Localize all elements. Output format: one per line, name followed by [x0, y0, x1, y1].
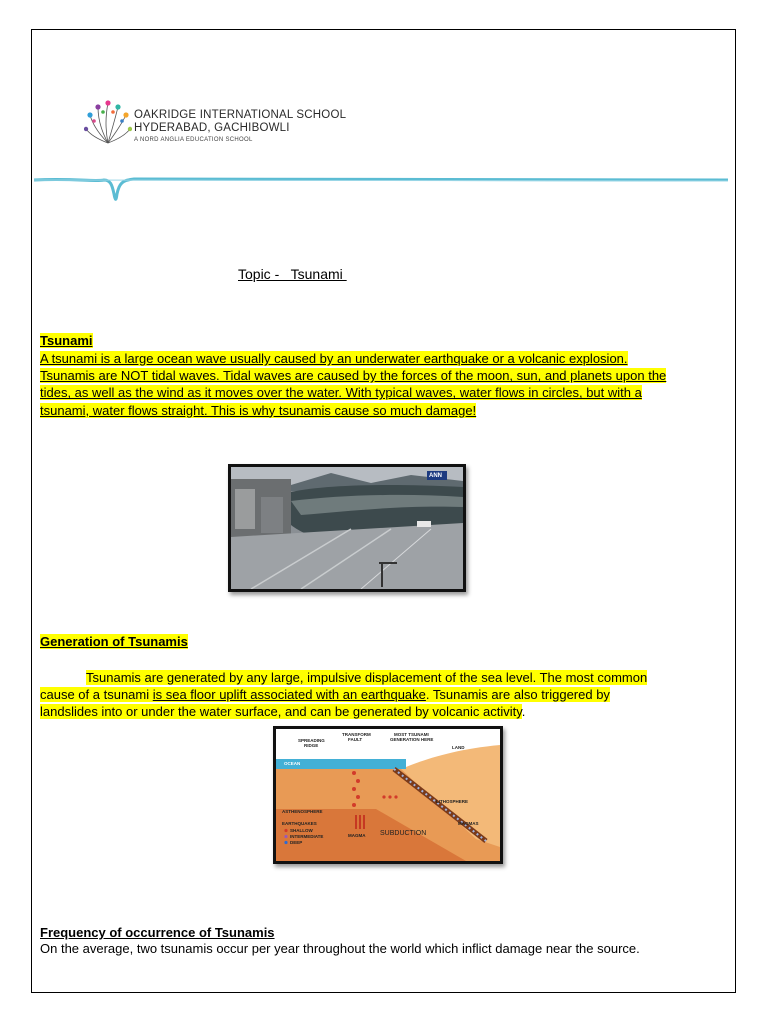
label-earthquakes: EARTHQUAKES — [282, 821, 317, 826]
para-line: Tsunamis are NOT tidal waves. Tidal waves are caused by the forces of the moon, sun, and planets upon the — [40, 368, 667, 384]
logo-mark-icon — [84, 99, 132, 151]
school-logo — [84, 99, 347, 151]
label-transform-fault-2: FAULT — [348, 737, 363, 742]
label-magmas: MAGMAS — [458, 821, 479, 826]
label-magma: MAGMA — [348, 833, 366, 838]
label-spreading-ridge: SPREADING — [298, 738, 325, 743]
section-title-generation: Generation of Tsunamis — [40, 634, 188, 649]
label-most-tsunami-2: GENERATION HERE — [390, 737, 434, 742]
para-line: Tsunamis are generated by any large, impulsive displacement of the sea level. The most common — [86, 670, 648, 685]
label-intermediate: INTERMEDIATE — [290, 834, 324, 839]
para-line: tides, as well as the wind as it moves over the water. With typical waves, water flows in circles, but with a — [40, 385, 642, 401]
generation-paragraph — [40, 669, 730, 721]
label-transform-fault: TRANSFORM — [342, 732, 371, 737]
label-ocean: OCEAN — [284, 761, 301, 766]
section-title-frequency: Frequency of occurrence of Tsunamis — [40, 925, 275, 940]
label-asthenosphere: ASTHENOSPHERE — [282, 809, 323, 814]
label-most-tsunami: MOST TSUNAMI — [394, 732, 429, 737]
para-line: A tsunami is a large ocean wave usually caused by an underwater earthquake or a volcanic explosion. — [40, 351, 628, 366]
tsunami-definition-paragraph — [40, 350, 730, 419]
page-title: Topic - Tsunami — [238, 266, 347, 282]
para-line: landslides into or under the water surface, and can be generated by volcanic activity — [40, 704, 522, 720]
school-location: HYDERABAD, GACHIBOWLI — [134, 122, 290, 134]
header-wave-divider — [34, 168, 728, 208]
news-logo-badge: ANN — [429, 473, 442, 479]
tsunami-photo — [228, 464, 466, 592]
school-name: OAKRIDGE INTERNATIONAL SCHOOL — [134, 109, 347, 121]
para-underlined-phrase: is sea floor uplift associated with an earthquake — [152, 687, 426, 703]
tsunami-photo-scene — [231, 467, 463, 589]
para-line: . Tsunamis are also triggered by — [425, 687, 610, 703]
para-line: cause of a tsunami — [40, 687, 153, 703]
school-tagline: A NORD ANGLIA EDUCATION SCHOOL — [134, 137, 253, 143]
frequency-paragraph: On the average, two tsunamis occur per year throughout the world which inflict damage near the source. — [40, 941, 640, 956]
label-subduction: SUBDUCTION — [380, 830, 427, 837]
label-land: LAND — [452, 745, 465, 750]
label-shallow: SHALLOW — [290, 828, 313, 833]
para-line-end: . — [521, 704, 526, 720]
subduction-diagram — [276, 729, 500, 861]
label-spreading-ridge-2: RIDGE — [304, 743, 319, 748]
para-line: tsunami, water flows straight. This is why tsunamis cause so much damage! — [40, 402, 477, 418]
section-title-tsunami: Tsunami — [40, 333, 93, 348]
label-deep: DEEP — [290, 840, 303, 845]
plate-tectonics-diagram — [273, 726, 503, 864]
label-lithosphere: LITHOSPHERE — [436, 799, 469, 804]
